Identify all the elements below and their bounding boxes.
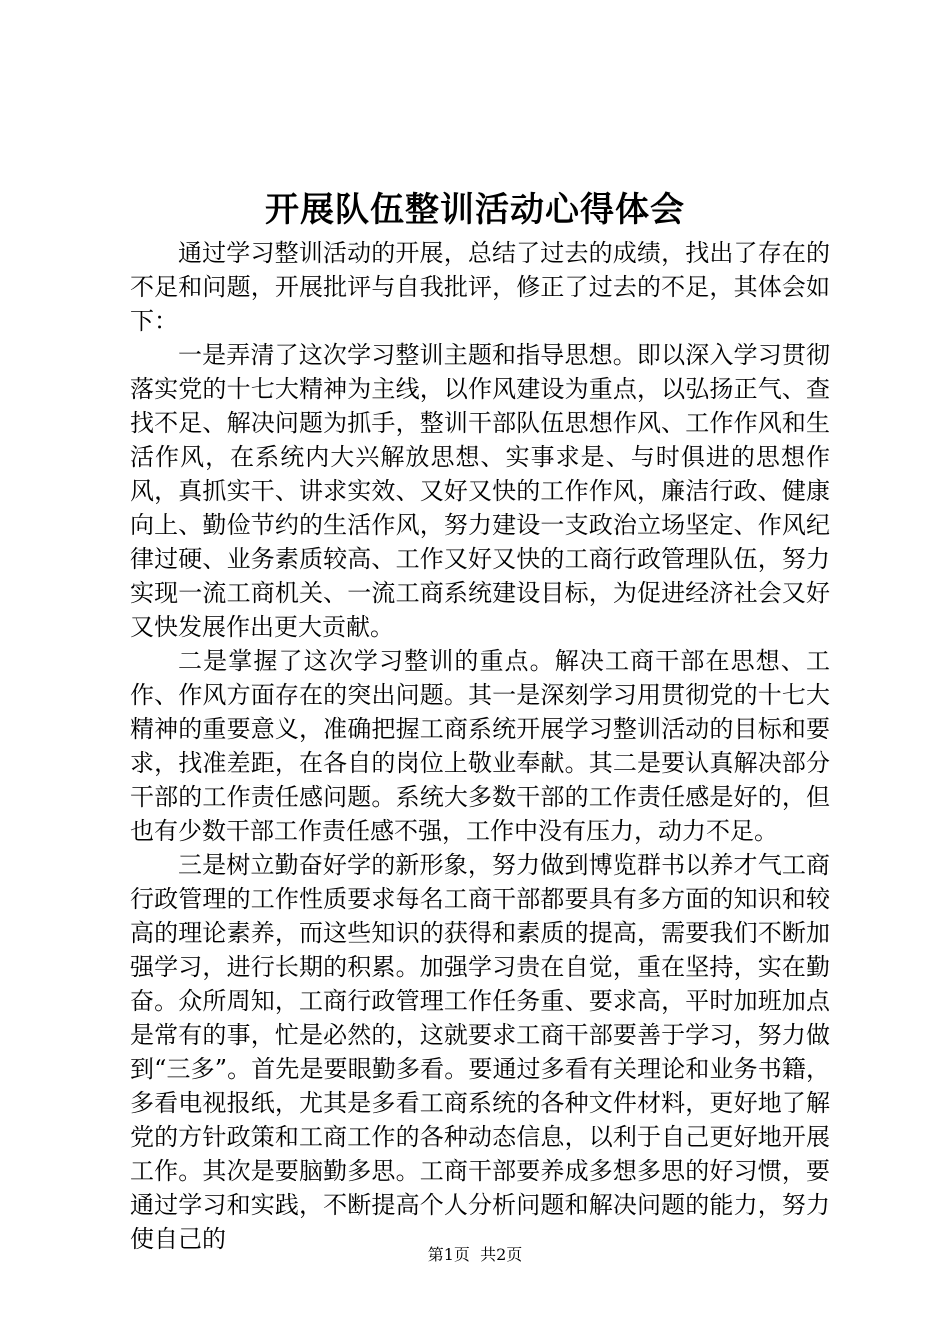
document-body — [130, 236, 830, 1256]
page-number-current: 第1页 — [427, 1245, 470, 1264]
paragraph-point-one: 一是弄清了这次学习整训主题和指导思想。即以深入学习贯彻落实党的十七大精神为主线，以作风建设为重点，以弘扬正气、查找不足、解决问题为抓手，整训干部队伍思想作风、工作作风和生活作风，在系统内大兴解放思想、实事求是、与时俱进的思想作风，真抓实干、讲求实效、又好又快的工作作风，廉洁行政、健康向上、勤俭节约的生活作风，努力建设一支政治立场坚定、作风纪律过硬、业务素质较高、工作又好又快的工商行政管理队伍，努力实现一流工商机关、一流工商系统建设目标，为促进经济社会又好又快发展作出更大贡献。 — [130, 341, 830, 641]
paragraph-point-two: 二是掌握了这次学习整训的重点。解决工商干部在思想、工作、作风方面存在的突出问题。其一是深刻学习用贯彻党的十七大精神的重要意义，准确把握工商系统开展学习整训活动的目标和要求，找准差距，在各自的岗位上敬业奉献。其二是要认真解决部分干部的工作责任感问题。系统大多数干部的工作责任感是好的，但也有少数干部工作责任感不强，工作中没有压力，动力不足。 — [130, 647, 830, 845]
page-footer — [0, 1244, 950, 1266]
page-number-total: 共2页 — [480, 1245, 523, 1264]
paragraph-point-three: 三是树立勤奋好学的新形象，努力做到博览群书以养才气工商行政管理的工作性质要求每名工商干部都要具有多方面的知识和较高的理论素养，而这些知识的获得和素质的提高，需要我们不断加强学习，进行长期的积累。加强学习贵在自觉，重在坚持，实在勤奋。众所周知，工商行政管理工作任务重、要求高，平时加班加点是常有的事，忙是必然的，这就要求工商干部要善于学习，努力做到“三多”。首先是要眼勤多看。要通过多看有关理论和业务书籍，多看电视报纸，尤其是多看工商系统的各种文件材料，更好地了解党的方针政策和工商工作的各种动态信息，以利于自己更好地开展工作。其次是要脑勤多思。工商干部要养成多想多思的好习惯，要通过学习和实践，不断提高个人分析问题和解决问题的能力，努力使自己的 — [130, 851, 830, 1253]
document-title: 开展队伍整训活动心得体会 — [265, 190, 685, 230]
paragraph-intro: 通过学习整训活动的开展，总结了过去的成绩，找出了存在的不足和问题，开展批评与自我批评，修正了过去的不足，其体会如下： — [130, 239, 830, 335]
